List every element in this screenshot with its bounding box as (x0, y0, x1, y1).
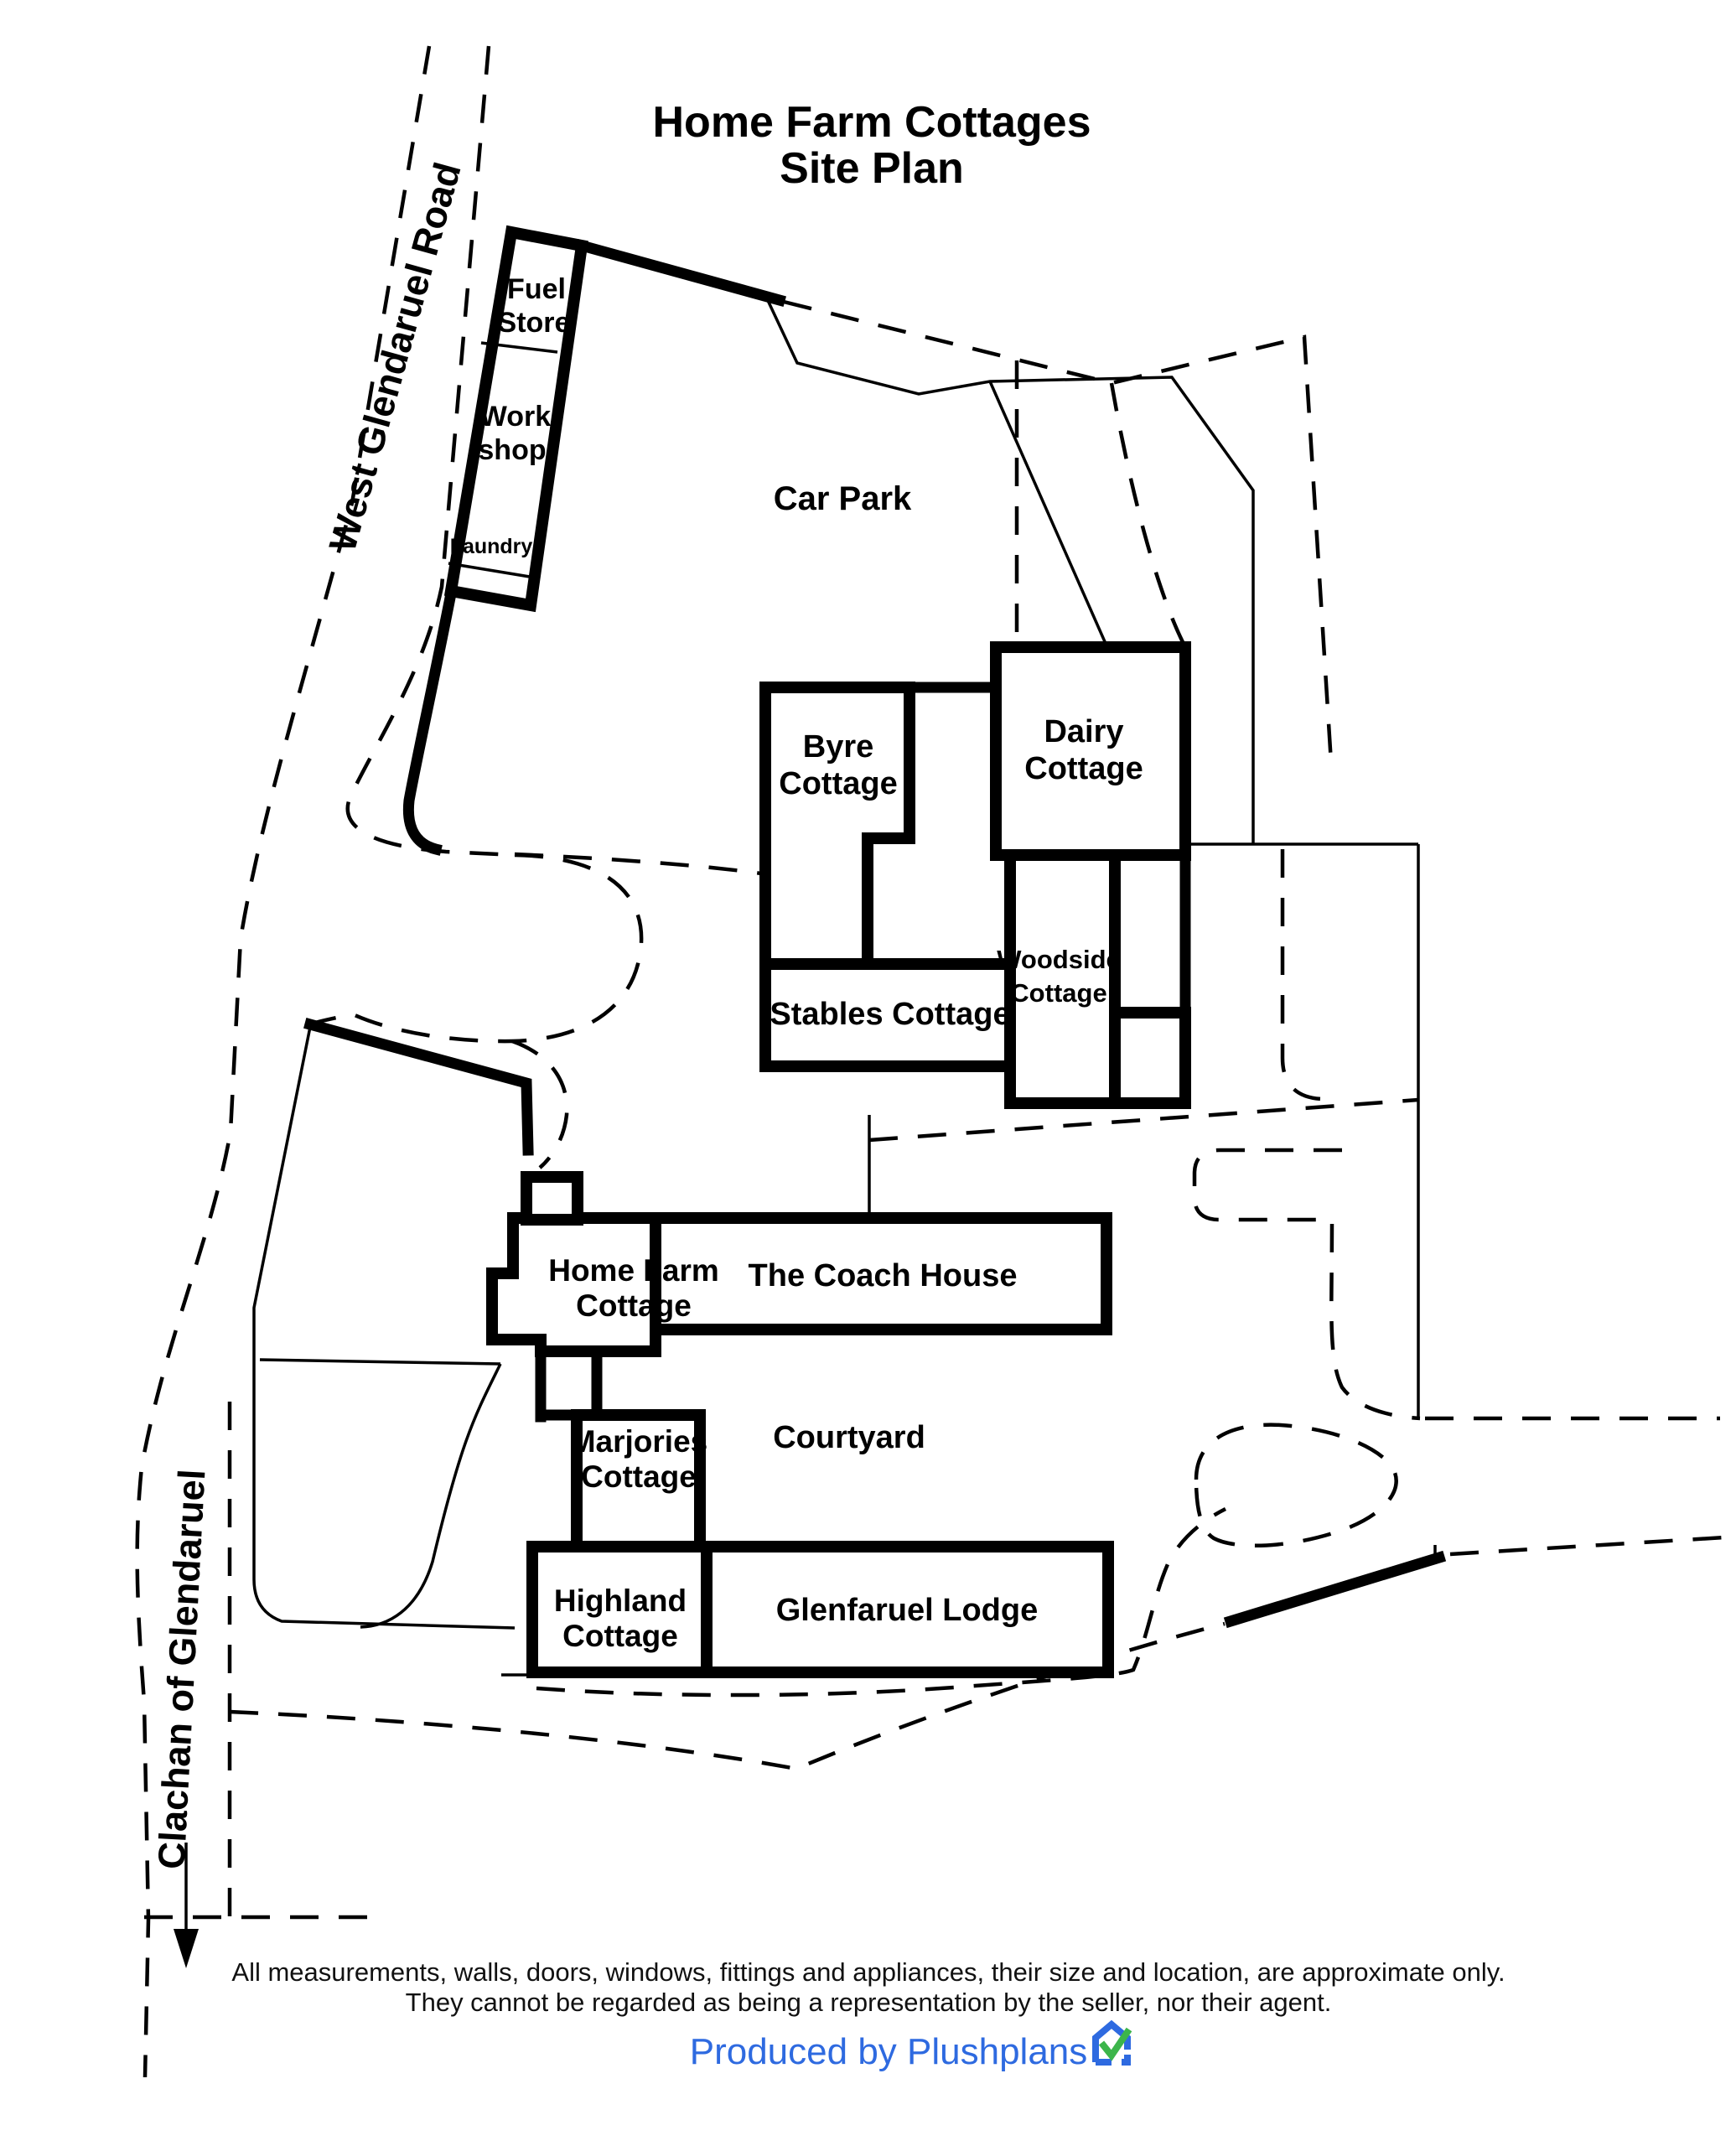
southwest-top-line (260, 1360, 500, 1364)
label-marjories-cottage-line2: Cottage (581, 1459, 697, 1494)
label-woodside-cottage-line1: Woodside (997, 945, 1121, 974)
northwest-diagonal-wall (310, 1024, 528, 1150)
label-fuel-store-line1: Fuel (507, 273, 566, 305)
label-laundry: Laundry (449, 535, 533, 558)
label-stables-cottage: Stables Cottage (770, 997, 1011, 1032)
disclaimer-line2: They cannot be regarded as being a representation by the seller, nor their agent. (405, 1988, 1332, 2017)
carpark-branch-line (990, 381, 1106, 645)
label-highland-cottage-line2: Cottage (562, 1619, 678, 1653)
footer (231, 1957, 1505, 2072)
shrub-tail-dashed (1331, 1224, 1420, 1418)
building-home-farm-chimney (526, 1177, 578, 1220)
label-home-farm-cottage-line1: Home Farm (548, 1253, 719, 1288)
garden-loop-tail-dashed (512, 1041, 567, 1168)
page-title-line1: Home Farm Cottages (652, 98, 1091, 147)
north-wall (582, 246, 780, 300)
garden-loop-dashed (310, 855, 641, 1041)
label-byre-cottage-line1: Byre (802, 729, 874, 765)
east-vertical-dashed (1283, 849, 1323, 1099)
label-west-glendaruel-road: West Glendaruel Road (320, 158, 469, 557)
northeast-boundary-dashed (1450, 1537, 1725, 1554)
label-home-farm-cottage-line2: Cottage (576, 1288, 692, 1323)
label-byre-cottage-line2: Cottage (779, 766, 898, 801)
label-car-park: Car Park (773, 480, 912, 517)
southeast-diagonal-wall (1231, 1558, 1439, 1621)
disclaimer-line1: All measurements, walls, doors, windows, fittings and appliances, their size and location, are approximate only. (231, 1957, 1505, 1987)
label-workshop-line2: shop (478, 434, 547, 466)
label-highland-cottage-line1: Highland (553, 1584, 687, 1618)
building-woodside-annex (1115, 1013, 1185, 1103)
label-coach-house: The Coach House (748, 1258, 1018, 1293)
boundary-branch-dashed (1112, 383, 1183, 642)
plushplans-house-icon (1096, 2024, 1129, 2062)
label-dairy-cottage-line2: Cottage (1024, 751, 1143, 786)
credit-text: Produced by Plushplans (689, 2031, 1088, 2072)
label-glenfaruel-lodge: Glenfaruel Lodge (775, 1593, 1039, 1628)
label-clachan-of-glendaruel: Clachan of Glendaruel (149, 1468, 214, 1871)
page-title-line2: Site Plan (780, 144, 964, 193)
label-workshop-line1: Work (479, 401, 552, 433)
southwest-garden-line (254, 1027, 515, 1628)
shrub-outline-dashed (1194, 1150, 1342, 1220)
label-dairy-cottage-line1: Dairy (1044, 714, 1124, 749)
label-marjories-cottage-line1: Marjories (569, 1424, 708, 1459)
label-woodside-cottage-line2: Cottage (1010, 978, 1107, 1008)
carpark-south-dashed (515, 854, 761, 873)
label-fuel-store-line2: Store (497, 307, 571, 339)
pond-outline-dashed (1196, 1425, 1397, 1546)
arrow-head (174, 1929, 199, 1968)
southwest-stream-line (360, 1364, 500, 1627)
label-courtyard: Courtyard (773, 1420, 925, 1455)
